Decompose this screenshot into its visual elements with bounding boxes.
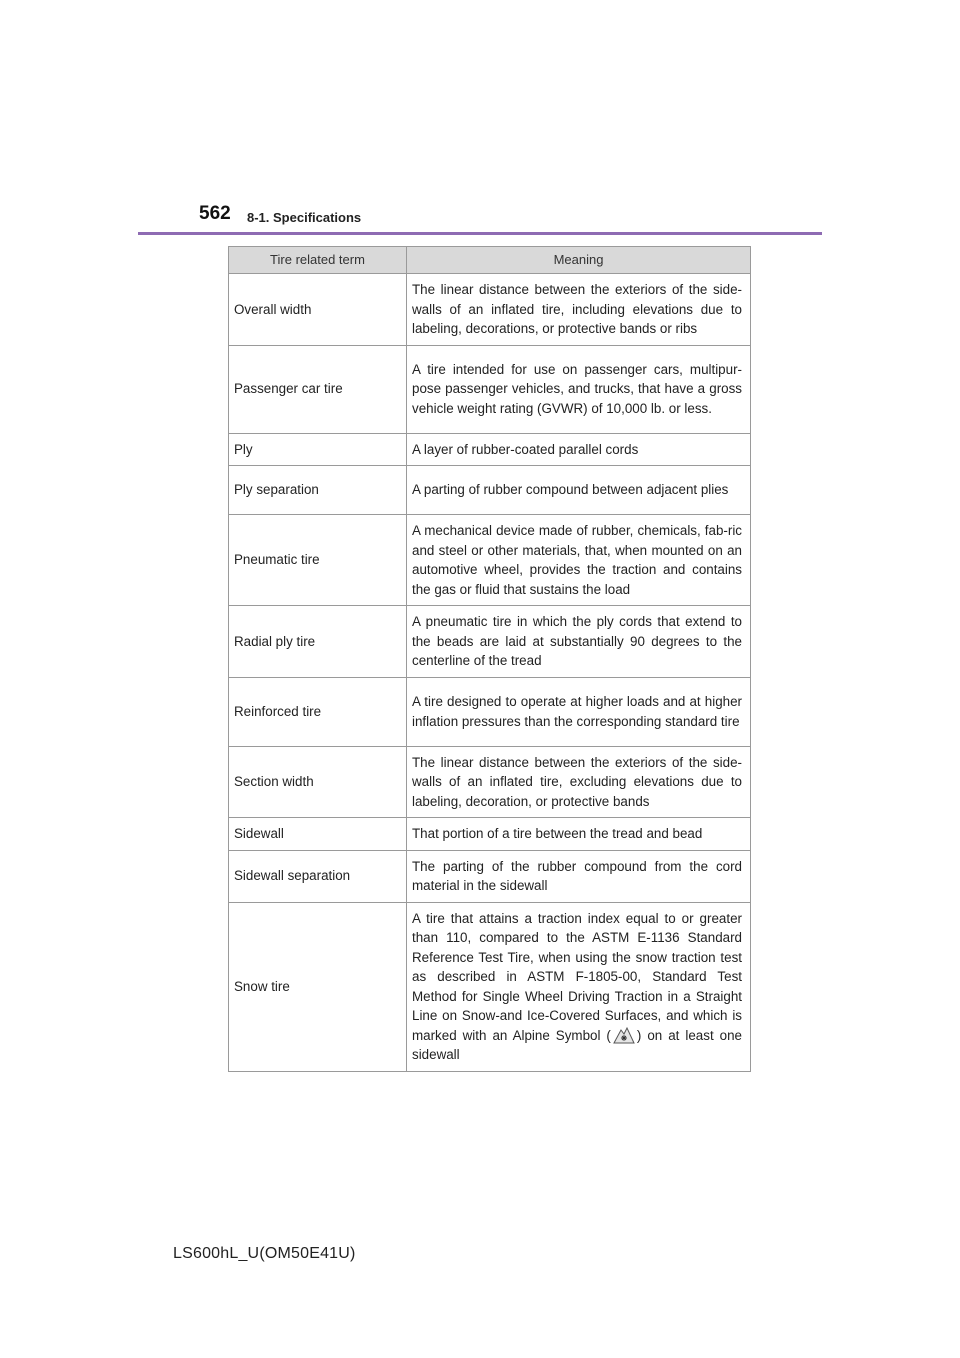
meaning-cell: The linear distance between the exteriors of the side-walls of an inflated tire, including elevations due to labeling, decorations, or protective bands or ribs [407, 274, 751, 346]
table-row [229, 902, 751, 1071]
table-row [229, 345, 751, 433]
term-cell: Pneumatic tire [229, 515, 407, 606]
meaning-cell: That portion of a tire between the tread and bead [407, 818, 751, 851]
term-cell: Passenger car tire [229, 345, 407, 433]
meaning-cell: A pneumatic tire in which the ply cords that extend to the beads are laid at substantially 90 degrees to the centerline of the tread [407, 606, 751, 678]
tire-terms-table [228, 246, 751, 1072]
table-row [229, 850, 751, 902]
table-row [229, 606, 751, 678]
term-cell: Ply separation [229, 466, 407, 515]
table-row [229, 466, 751, 515]
page-header [0, 0, 960, 240]
alpine-symbol-icon [613, 1026, 635, 1044]
term-cell: Reinforced tire [229, 677, 407, 746]
table-row [229, 818, 751, 851]
section-title: 8-1. Specifications [247, 210, 362, 225]
meaning-cell: The linear distance between the exteriors of the side-walls of an inflated tire, excluding elevations due to labeling, decoration, or protective bands [407, 746, 751, 818]
column-header-meaning: Meaning [407, 247, 751, 274]
term-cell: Ply [229, 433, 407, 466]
term-cell: Overall width [229, 274, 407, 346]
term-cell: Sidewall separation [229, 850, 407, 902]
table-row [229, 746, 751, 818]
column-header-term: Tire related term [229, 247, 407, 274]
meaning-cell: A mechanical device made of rubber, chemicals, fab-ric and steel or other materials, that, when mounted on an automotive wheel, provides the traction and contains the gas or fluid that sustains the load [407, 515, 751, 606]
meaning-cell: A layer of rubber-coated parallel cords [407, 433, 751, 466]
table-row [229, 433, 751, 466]
meaning-cell: A parting of rubber compound between adjacent plies [407, 466, 751, 515]
page-number: 562 [199, 203, 231, 224]
term-cell: Snow tire [229, 902, 407, 1071]
meaning-text-after-icon: ) on at least one sidewall [412, 1027, 742, 1062]
table-row [229, 515, 751, 606]
table-row [229, 677, 751, 746]
meaning-cell: A tire designed to operate at higher loads and at higher inflation pressures than the corresponding standard tire [407, 677, 751, 746]
meaning-cell [407, 902, 751, 1071]
table-header-row [229, 247, 751, 274]
model-code: LS600hL_U(OM50E41U) [173, 1245, 356, 1262]
term-cell: Section width [229, 746, 407, 818]
meaning-cell: The parting of the rubber compound from the cord material in the sidewall [407, 850, 751, 902]
table-row [229, 274, 751, 346]
header-rule [138, 232, 822, 235]
meaning-cell: A tire intended for use on passenger cars, multipur-pose passenger vehicles, and trucks, that have a gross vehicle weight rating (GVWR) of 10,000 lb. or less. [407, 345, 751, 433]
term-cell: Radial ply tire [229, 606, 407, 678]
meaning-text-before-icon: A tire that attains a traction index equal to or greater than 110, compared to the ASTM E-1136 Standard Reference Test Tire, when using the snow traction test as described in ASTM F-1805-00, Standard Test Method for Single Wheel Driving Traction in a Straight Line on Snow-and Ice-Covered Surfaces, and which is marked with an Alpine Symbol ( [412, 910, 742, 1043]
term-cell: Sidewall [229, 818, 407, 851]
